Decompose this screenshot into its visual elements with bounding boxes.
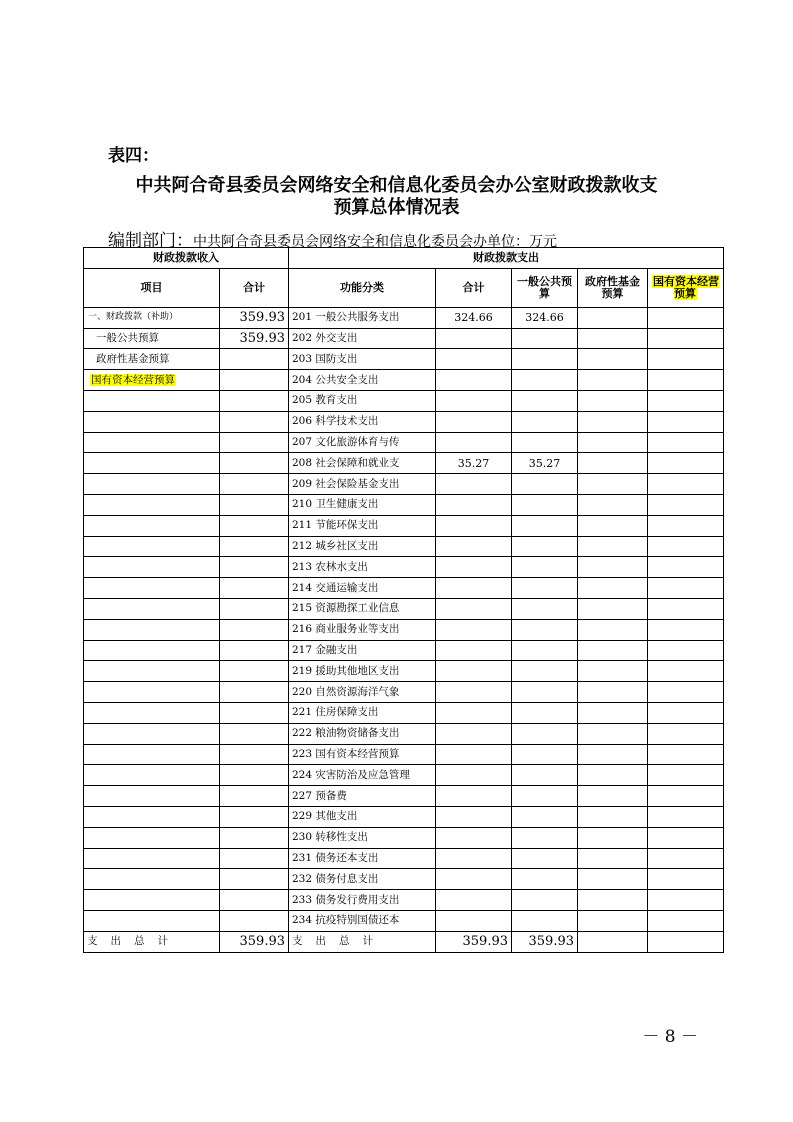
expense-total-cell	[436, 765, 512, 786]
income-item-cell: 一、财政拨款（补助）	[84, 307, 220, 328]
gov-fund-cell	[578, 578, 648, 599]
state-capital-cell	[648, 723, 724, 744]
income-item-cell	[84, 515, 220, 536]
income-total-header: 合计	[220, 268, 289, 307]
income-total-cell	[220, 890, 289, 911]
expense-total-header: 合计	[436, 268, 512, 307]
expense-total-cell	[436, 702, 512, 723]
table-row	[84, 515, 724, 536]
function-class-cell: 209 社会保险基金支出	[289, 474, 436, 495]
state-capital-cell	[648, 515, 724, 536]
gov-fund-cell	[578, 515, 648, 536]
table-row	[84, 806, 724, 827]
income-item-cell	[84, 370, 220, 391]
income-total-cell	[220, 827, 289, 848]
general-budget-cell	[512, 328, 578, 349]
budget-table	[83, 247, 724, 953]
income-item-cell	[84, 848, 220, 869]
expense-total-cell	[436, 411, 512, 432]
function-class-cell: 203 国防支出	[289, 349, 436, 370]
function-class-cell: 233 债务发行费用支出	[289, 890, 436, 911]
function-class-cell: 230 转移性支出	[289, 827, 436, 848]
income-item-cell	[84, 910, 220, 931]
income-total-cell	[220, 557, 289, 578]
general-budget-cell	[512, 411, 578, 432]
expense-total-cell	[436, 682, 512, 703]
income-item-cell	[84, 557, 220, 578]
income-item-cell	[84, 453, 220, 474]
state-capital-cell	[648, 307, 724, 328]
income-item-cell	[84, 640, 220, 661]
gov-fund-cell	[578, 453, 648, 474]
income-item-cell	[84, 744, 220, 765]
gov-fund-cell	[578, 328, 648, 349]
general-budget-cell	[512, 765, 578, 786]
general-budget-header: 一般公共预算	[512, 268, 578, 307]
income-group-header: 财政拨款收入	[84, 248, 289, 269]
gov-fund-cell	[578, 661, 648, 682]
gov-fund-cell	[578, 806, 648, 827]
income-total-cell	[220, 390, 289, 411]
state-capital-cell	[648, 578, 724, 599]
gov-fund-cell	[578, 557, 648, 578]
table-row	[84, 848, 724, 869]
income-total-cell	[220, 515, 289, 536]
income-item-cell	[84, 411, 220, 432]
expense-grand-total: 359.93	[436, 931, 512, 952]
general-budget-cell	[512, 536, 578, 557]
state-capital-cell	[648, 848, 724, 869]
expense-total-cell	[436, 869, 512, 890]
table-row	[84, 827, 724, 848]
table-label: 表四：	[108, 146, 159, 166]
function-class-cell: 211 节能环保支出	[289, 515, 436, 536]
expense-total-cell	[436, 370, 512, 391]
function-class-cell: 232 债务付息支出	[289, 869, 436, 890]
income-item-cell	[84, 494, 220, 515]
table-row	[84, 640, 724, 661]
state-capital-cell	[648, 869, 724, 890]
table-row	[84, 786, 724, 807]
compiler-label: 编制部门：	[108, 231, 193, 251]
income-item-cell	[84, 723, 220, 744]
expense-total-cell	[436, 494, 512, 515]
table-row	[84, 869, 724, 890]
item-header: 项目	[84, 268, 220, 307]
expense-total-cell	[436, 328, 512, 349]
general-budget-cell	[512, 661, 578, 682]
income-total-cell	[220, 640, 289, 661]
general-grand-total: 359.93	[512, 931, 578, 952]
income-total-cell	[220, 619, 289, 640]
income-item-cell	[84, 786, 220, 807]
state-capital-cell	[648, 328, 724, 349]
income-total-cell: 359.93	[220, 328, 289, 349]
income-total-cell	[220, 702, 289, 723]
state-capital-cell	[648, 557, 724, 578]
state-capital-cell	[648, 910, 724, 931]
table-row	[84, 411, 724, 432]
general-budget-cell	[512, 910, 578, 931]
general-budget-cell	[512, 432, 578, 453]
table-row	[84, 682, 724, 703]
general-budget-cell	[512, 349, 578, 370]
state-capital-header	[648, 268, 724, 307]
compiler-name: 中共阿合奇县委员会网络安全和信息化委员会办	[193, 234, 487, 250]
function-class-cell: 219 援助其他地区支出	[289, 661, 436, 682]
group-header-row	[84, 248, 724, 269]
function-class-cell: 216 商业服务业等支出	[289, 619, 436, 640]
income-total-cell	[220, 349, 289, 370]
income-total-cell	[220, 682, 289, 703]
income-total-cell	[220, 411, 289, 432]
expense-total-cell: 324.66	[436, 307, 512, 328]
state-capital-cell	[648, 494, 724, 515]
state-capital-cell	[648, 453, 724, 474]
gov-fund-cell	[578, 494, 648, 515]
income-item-cell	[84, 682, 220, 703]
expense-total-cell	[436, 848, 512, 869]
table-row	[84, 432, 724, 453]
income-total-cell	[220, 661, 289, 682]
income-item-cell	[84, 702, 220, 723]
function-class-cell: 206 科学技术支出	[289, 411, 436, 432]
state-capital-cell	[648, 786, 724, 807]
table-row	[84, 390, 724, 411]
state-capital-cell	[648, 827, 724, 848]
state-capital-cell	[648, 411, 724, 432]
table-row	[84, 890, 724, 911]
expense-total-cell	[436, 432, 512, 453]
expense-total-cell	[436, 390, 512, 411]
function-class-cell: 227 预备费	[289, 786, 436, 807]
table-row	[84, 453, 724, 474]
income-total-cell: 359.93	[220, 307, 289, 328]
state-capital-cell	[648, 432, 724, 453]
income-total-cell	[220, 598, 289, 619]
general-budget-cell	[512, 702, 578, 723]
expense-total-cell: 35.27	[436, 453, 512, 474]
state-capital-cell	[648, 536, 724, 557]
state-capital-cell	[648, 349, 724, 370]
income-item-cell: 一般公共预算	[84, 328, 220, 349]
gov-fund-cell	[578, 474, 648, 495]
income-item-cell	[84, 536, 220, 557]
income-item-cell	[84, 432, 220, 453]
income-item-cell	[84, 765, 220, 786]
income-total-label: 支出总计	[84, 931, 220, 952]
table-row	[84, 349, 724, 370]
gov-fund-cell	[578, 432, 648, 453]
expense-total-cell	[436, 349, 512, 370]
function-class-cell: 205 教育支出	[289, 390, 436, 411]
function-class-cell: 231 债务还本支出	[289, 848, 436, 869]
state-capital-cell	[648, 598, 724, 619]
gov-fund-cell	[578, 827, 648, 848]
state-capital-cell	[648, 474, 724, 495]
gov-fund-cell	[578, 723, 648, 744]
totals-row	[84, 931, 724, 952]
state-capital-cell	[648, 640, 724, 661]
income-item-cell	[84, 619, 220, 640]
gov-fund-cell	[578, 349, 648, 370]
table-row	[84, 307, 724, 328]
general-budget-cell	[512, 370, 578, 391]
unit-label: 单位：万元	[487, 234, 557, 250]
gov-fund-cell	[578, 536, 648, 557]
income-item-cell: 政府性基金预算	[84, 349, 220, 370]
function-class-header: 功能分类	[289, 268, 436, 307]
table-row	[84, 765, 724, 786]
table-row	[84, 619, 724, 640]
table-row	[84, 910, 724, 931]
income-item-cell	[84, 827, 220, 848]
function-class-cell: 234 抗疫特别国债还本	[289, 910, 436, 931]
function-class-cell: 223 国有资本经营预算	[289, 744, 436, 765]
expense-total-cell	[436, 827, 512, 848]
general-budget-cell	[512, 744, 578, 765]
function-class-cell: 204 公共安全支出	[289, 370, 436, 391]
income-item-cell	[84, 869, 220, 890]
gov-fund-cell	[578, 598, 648, 619]
income-total-cell	[220, 578, 289, 599]
gov-fund-cell	[578, 890, 648, 911]
function-class-cell: 220 自然资源海洋气象	[289, 682, 436, 703]
gov-fund-header: 政府性基金预算	[578, 268, 648, 307]
function-class-cell: 201 一般公共服务支出	[289, 307, 436, 328]
state-capital-cell	[648, 370, 724, 391]
income-total-cell	[220, 765, 289, 786]
state-capital-cell	[648, 619, 724, 640]
gov-fund-cell	[578, 619, 648, 640]
table-row	[84, 702, 724, 723]
general-budget-cell	[512, 390, 578, 411]
state-capital-cell	[648, 744, 724, 765]
function-class-cell: 210 卫生健康支出	[289, 494, 436, 515]
income-item-cell	[84, 890, 220, 911]
expense-total-cell	[436, 598, 512, 619]
table-row	[84, 723, 724, 744]
state-capital-cell	[648, 806, 724, 827]
income-item-cell	[84, 390, 220, 411]
state-capital-cell	[648, 702, 724, 723]
function-class-cell: 207 文化旅游体育与传	[289, 432, 436, 453]
income-grand-total: 359.93	[220, 931, 289, 952]
table-row	[84, 557, 724, 578]
expense-total-cell	[436, 536, 512, 557]
state-capital-cell	[648, 682, 724, 703]
income-total-cell	[220, 723, 289, 744]
table-row	[84, 536, 724, 557]
state-capital-header-text: 国有资本经营预算	[653, 275, 719, 300]
table-row	[84, 578, 724, 599]
general-budget-cell	[512, 474, 578, 495]
general-budget-cell	[512, 494, 578, 515]
state-capital-cell	[648, 765, 724, 786]
general-budget-cell	[512, 869, 578, 890]
general-budget-cell	[512, 682, 578, 703]
expense-total-cell	[436, 744, 512, 765]
income-total-cell	[220, 370, 289, 391]
gov-fund-cell	[578, 910, 648, 931]
income-item-cell	[84, 474, 220, 495]
gov-fund-cell	[578, 744, 648, 765]
expense-total-cell	[436, 806, 512, 827]
income-total-cell	[220, 494, 289, 515]
expense-total-cell	[436, 890, 512, 911]
function-class-cell: 217 金融支出	[289, 640, 436, 661]
gov-fund-cell	[578, 640, 648, 661]
function-class-cell: 229 其他支出	[289, 806, 436, 827]
gov-fund-cell	[578, 786, 648, 807]
income-item-cell	[84, 598, 220, 619]
expense-total-label: 支出总计	[289, 931, 436, 952]
income-total-cell	[220, 432, 289, 453]
function-class-cell: 213 农林水支出	[289, 557, 436, 578]
gov-fund-cell	[578, 682, 648, 703]
general-budget-cell	[512, 848, 578, 869]
function-class-cell: 214 交通运输支出	[289, 578, 436, 599]
general-budget-cell	[512, 723, 578, 744]
gov-fund-cell	[578, 370, 648, 391]
expense-total-cell	[436, 640, 512, 661]
income-total-cell	[220, 786, 289, 807]
gov-fund-cell	[578, 848, 648, 869]
document-title-line1: 中共阿合奇县委员会网络安全和信息化委员会办公室财政拨款收支	[135, 175, 658, 196]
general-budget-cell	[512, 827, 578, 848]
function-class-cell: 221 住房保障支出	[289, 702, 436, 723]
gov-fund-grand-total	[578, 931, 648, 952]
general-budget-cell	[512, 786, 578, 807]
income-total-cell	[220, 848, 289, 869]
gov-fund-cell	[578, 869, 648, 890]
gov-fund-cell	[578, 411, 648, 432]
general-budget-cell	[512, 598, 578, 619]
general-budget-cell: 324.66	[512, 307, 578, 328]
expense-total-cell	[436, 619, 512, 640]
expense-total-cell	[436, 723, 512, 744]
expense-total-cell	[436, 786, 512, 807]
table-row	[84, 494, 724, 515]
function-class-cell: 224 灾害防治及应急管理	[289, 765, 436, 786]
state-capital-cell	[648, 890, 724, 911]
expense-total-cell	[436, 557, 512, 578]
income-total-cell	[220, 474, 289, 495]
expense-total-cell	[436, 661, 512, 682]
gov-fund-cell	[578, 307, 648, 328]
income-item-cell	[84, 806, 220, 827]
expense-total-cell	[436, 910, 512, 931]
expense-total-cell	[436, 474, 512, 495]
expense-total-cell	[436, 578, 512, 599]
gov-fund-cell	[578, 702, 648, 723]
expense-group-header: 财政拨款支出	[289, 248, 724, 269]
table-row	[84, 474, 724, 495]
state-capital-cell	[648, 390, 724, 411]
table-row	[84, 744, 724, 765]
general-budget-cell	[512, 515, 578, 536]
general-budget-cell	[512, 578, 578, 599]
income-item-cell	[84, 661, 220, 682]
income-item-highlight: 国有资本经营预算	[91, 373, 175, 386]
income-total-cell	[220, 453, 289, 474]
income-total-cell	[220, 910, 289, 931]
income-total-cell	[220, 744, 289, 765]
general-budget-cell	[512, 619, 578, 640]
function-class-cell: 202 外交支出	[289, 328, 436, 349]
income-item-cell	[84, 578, 220, 599]
general-budget-cell	[512, 890, 578, 911]
table-row	[84, 598, 724, 619]
table-row	[84, 370, 724, 391]
income-total-cell	[220, 806, 289, 827]
function-class-cell: 208 社会保障和就业支	[289, 453, 436, 474]
expense-total-cell	[436, 515, 512, 536]
general-budget-cell: 35.27	[512, 453, 578, 474]
column-header-row	[84, 268, 724, 307]
function-class-cell: 222 粮油物资储备支出	[289, 723, 436, 744]
gov-fund-cell	[578, 765, 648, 786]
state-capital-cell	[648, 661, 724, 682]
gov-fund-cell	[578, 390, 648, 411]
general-budget-cell	[512, 557, 578, 578]
income-total-cell	[220, 536, 289, 557]
function-class-cell: 215 资源勘探工业信息	[289, 598, 436, 619]
general-budget-cell	[512, 640, 578, 661]
income-total-cell	[220, 869, 289, 890]
general-budget-cell	[512, 806, 578, 827]
document-title-line2: 预算总体情况表	[333, 197, 460, 218]
table-row	[84, 328, 724, 349]
page-number: － 8 －	[642, 1027, 698, 1047]
function-class-cell: 212 城乡社区支出	[289, 536, 436, 557]
state-capital-grand-total	[648, 931, 724, 952]
table-row	[84, 661, 724, 682]
